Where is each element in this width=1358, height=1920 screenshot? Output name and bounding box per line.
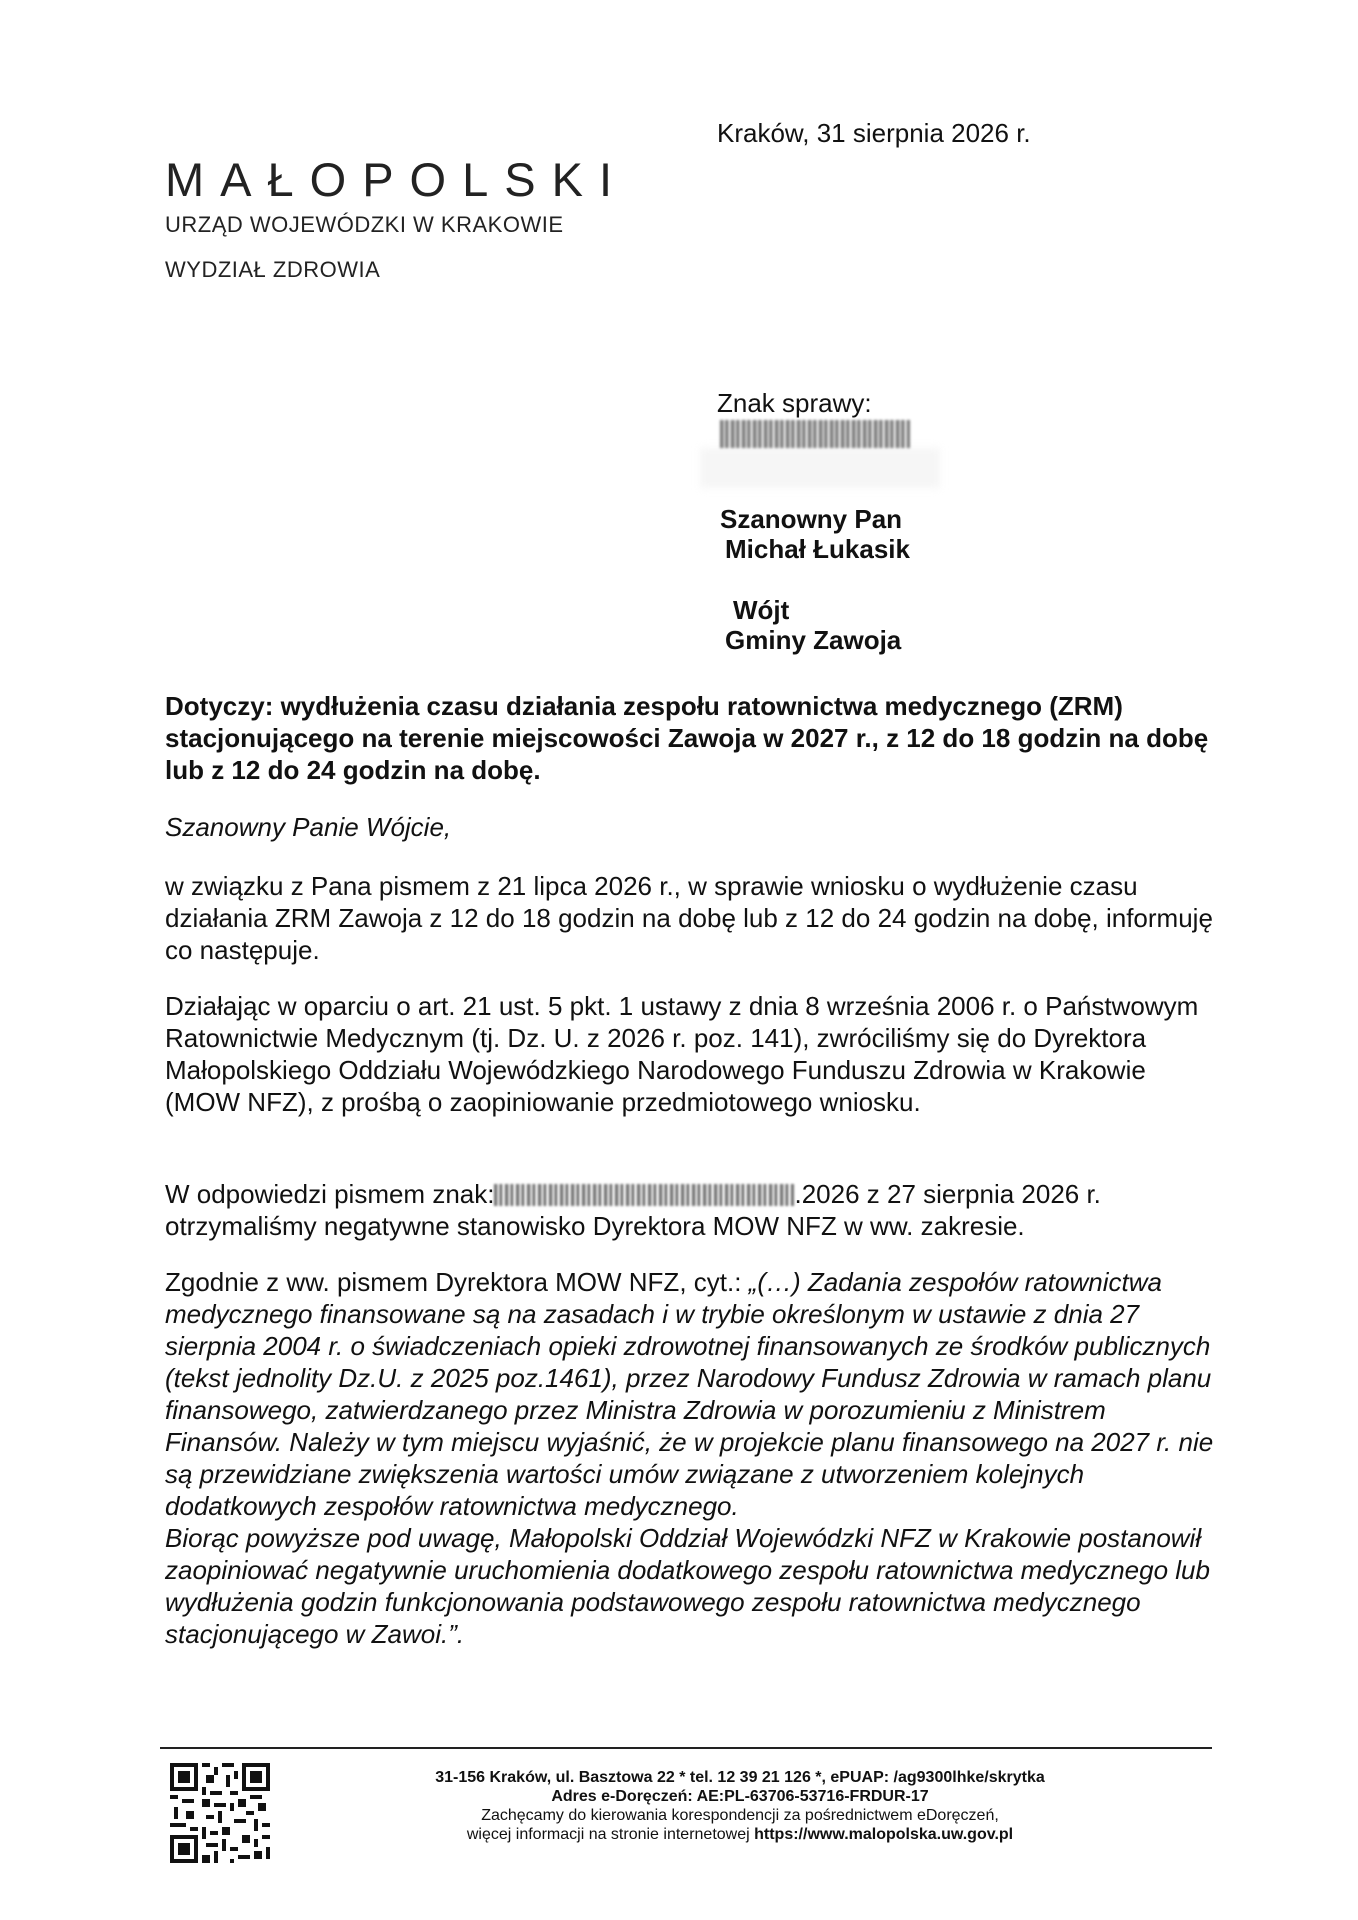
paragraph-4 (165, 1266, 1225, 1650)
recipient-title: Wójt (733, 595, 790, 625)
paragraph-3 (165, 1178, 1225, 1242)
footer-divider (160, 1747, 1212, 1749)
footer-edelivery-note: Zachęcamy do kierowania korespondencji za pośrednictwem eDoręczeń, (481, 1807, 999, 1824)
footer-edelivery-address: Adres e-Doręczeń: AE:PL-63706-53716-FRDUR-17 (551, 1788, 929, 1805)
footer-contact (300, 1768, 1180, 1844)
letter-salutation: Szanowny Panie Wójcie, (165, 812, 452, 842)
footer-website-line (300, 1825, 1180, 1844)
letter-subject: Dotyczy: wydłużenia czasu działania zespołu ratownictwa medycznego (ZRM) stacjonującego na terenie miejscowości Zawoja w 2027 r., z 12 do 18 godzin na dobę lub z 12 do 24 godzin na dobę. (165, 691, 1209, 785)
recipient-office: Gminy Zawoja (725, 625, 902, 655)
quotation-part-2: Biorąc powyższe pod uwagę, Małopolski Oddział Wojewódzki NFZ w Krakowie postanowił zaopiniować negatywnie uruchomienia dodatkowego zespołu ratownictwa medycznego lub wydłużenia godzin funkcjonowania podstawowego zespołu ratownictwa medycznego stacjonującego w Zawoi.”. (165, 1523, 1210, 1649)
paragraph-4-lead: Zgodnie z ww. pismem Dyrektora MOW NFZ, cyt.: (165, 1267, 749, 1297)
letter-date: Kraków, 31 sierpnia 2026 r. (717, 118, 1031, 148)
paragraph-2: Działając w oparciu o art. 21 ust. 5 pkt. 1 ustawy z dnia 8 września 2006 r. o Państwowym Ratownictwie Medycznym (tj. Dz. U. z 2026 r. poz. 141), zwróciliśmy się do Dyrektora Małopolskiego Oddziału Wojewódzkiego Narodowego Funduszu Zdrowia w Krakowie (MOW NFZ), z prośbą o zaopiniowanie przedmiotowego wniosku. (165, 991, 1199, 1117)
footer-website-text: więcej informacji na stronie internetowej (466, 1826, 755, 1843)
recipient-salutation: Szanowny Pan (720, 504, 903, 534)
case-reference-label: Znak sprawy: (717, 388, 872, 418)
paragraph-3-lead: W odpowiedzi pismem znak: (165, 1179, 495, 1209)
paragraph-3-tail: .2026 z 27 sierpnia 2026 r. otrzymaliśmy negatywne stanowisko Dyrektora MOW NFZ w ww. zakresie. (165, 1179, 1101, 1241)
department-name: WYDZIAŁ ZDROWIA (165, 257, 381, 282)
redacted-reference-number (494, 1184, 794, 1206)
qr-code-icon (170, 1763, 270, 1863)
quotation-part-1: „(…) Zadania zespołów ratownictwa medycznego finansowane są na zasadach i w trybie określonym w ustawie z dnia 27 sierpnia 2004 r. o świadczeniach opieki zdrowotnej finansowanych ze środków publicznych (tekst jednolity Dz.U. z 2025 poz.1461), przez Narodowy Fundusz Zdrowia w ramach planu finansowego, zatwierdzanego przez Ministra Zdrowia w porozumieniu z Ministrem Finansów. Należy w tym miejscu wyjaśnić, że w projekcie planu finansowego na 2027 r. nie są przewidziane zwiększenia wartości umów związane z utworzeniem kolejnych dodatkowych zespołów ratownictwa medycznego. (165, 1267, 1214, 1521)
office-name: URZĄD WOJEWÓDZKI W KRAKOWIE (165, 212, 564, 237)
paragraph-1: w związku z Pana pismem z 21 lipca 2026 r., w sprawie wniosku o wydłużenie czasu działania ZRM Zawoja z 12 do 18 godzin na dobę lub z 12 do 24 godzin na dobę, informuję co następuje. (165, 871, 1213, 965)
footer-website-link[interactable]: https://www.malopolska.uw.gov.pl (754, 1826, 1014, 1843)
redacted-case-reference (720, 420, 910, 448)
logo-wordmark: MAŁOPOLSKI (165, 153, 628, 206)
recipient-name: Michał Łukasik (725, 534, 910, 564)
redaction-blur-area (700, 448, 940, 488)
footer-address: 31-156 Kraków, ul. Basztowa 22 * tel. 12 39 21 126 *, ePUAP: /ag9300lhke/skrytka (435, 1769, 1045, 1786)
